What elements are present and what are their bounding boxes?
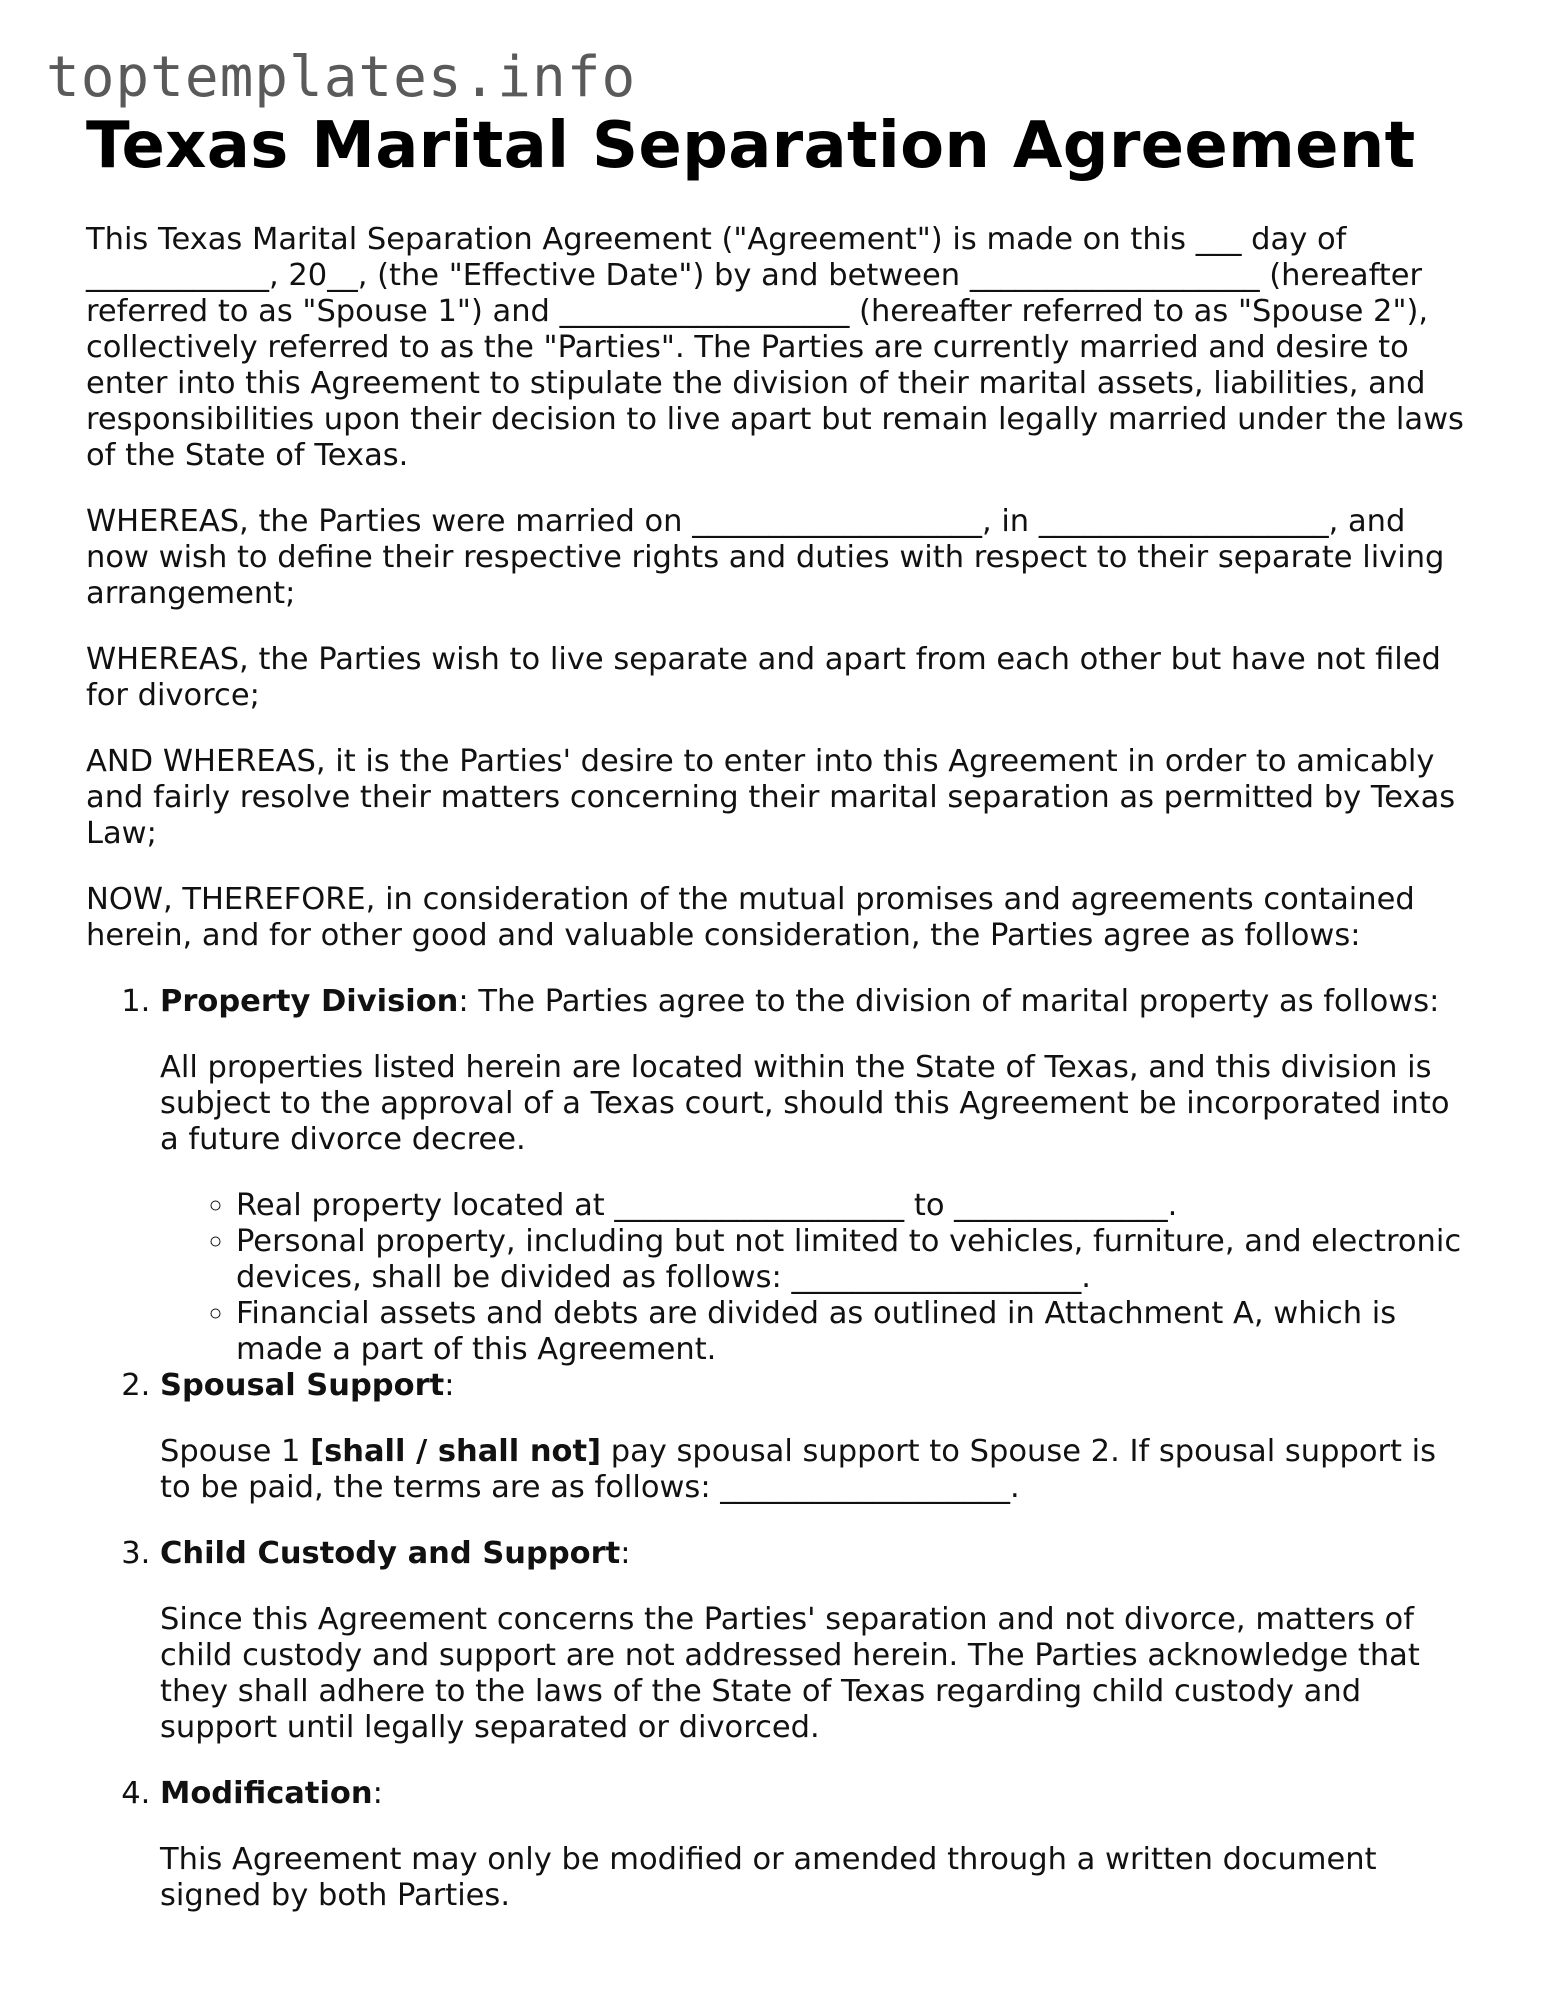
whereas-desire-paragraph: AND WHEREAS, it is the Parties' desire to enter into this Agreement in order to amicably and fairly resolve their matters concerning their marital separation as permitted by Texas Law; [86, 744, 1456, 851]
section-body-text: pay spousal support to Spouse 2. If spousal support is to be paid, the terms are as follows: ___________________. [160, 1434, 1437, 1505]
section-modification [160, 1776, 1466, 1914]
section-body-text: Spouse 1 [160, 1434, 311, 1469]
section-heading: Modification [160, 1776, 373, 1811]
section-heading: Spousal Support [160, 1368, 445, 1403]
section-property-division [160, 984, 1466, 1368]
section-body [160, 1434, 1466, 1506]
list-item: ◦ Financial assets and debts are divided as outlined in Attachment A, which is made a part of this Agreement. [236, 1296, 1466, 1368]
agreement-sections-list [86, 984, 1466, 1914]
list-item: ◦ Real property located at ___________________ to ______________. [236, 1188, 1466, 1224]
whereas-married-paragraph: WHEREAS, the Parties were married on ___________________, in ___________________, and now wish to define their respective rights and duties with respect to their separate living arrangement; [86, 504, 1445, 611]
section-lead: : [372, 1776, 383, 1811]
section-lead: : [444, 1368, 455, 1403]
section-body: This Agreement may only be modified or amended through a written document signed by both Parties. [160, 1842, 1377, 1913]
now-therefore-paragraph: NOW, THEREFORE, in consideration of the mutual promises and agreements contained herein, and for other good and valuable consideration, the Parties agree as follows: [86, 882, 1415, 953]
list-item: ◦ Personal property, including but not limited to vehicles, furniture, and electronic devices, shall be divided as follows: ___________________. [236, 1224, 1466, 1296]
whereas-separate-paragraph: WHEREAS, the Parties wish to live separate and apart from each other but have not filed for divorce; [86, 642, 1441, 713]
section-lead: : [620, 1536, 631, 1571]
watermark-text: toptemplates.info [46, 45, 637, 110]
shall-option-text: [shall / shall not] [310, 1434, 602, 1469]
section-body: Since this Agreement concerns the Parties' separation and not divorce, matters of child custody and support are not addressed herein. The Parties acknowledge that they shall adhere to the laws of the State of Texas regarding child custody and support until legally separated or divorced. [160, 1602, 1420, 1745]
intro-paragraph: This Texas Marital Separation Agreement ("Agreement") is made on this ___ day of ____________, 20__, (the "Effective Date") by and between ___________________ (hereafter referred to as "Spouse 1") and ___________________ (hereafter referred to as "Spouse 2"), collectively referred to as the "Parties". The Parties are currently married and desire to enter into this Agreement to stipulate the division of their marital assets, liabilities, and responsibilities upon their decision to live apart but remain legally married under the laws of the State of Texas. [86, 222, 1464, 473]
document-body [86, 222, 1466, 1914]
section-body: All properties listed herein are located within the State of Texas, and this division is subject to the approval of a Texas court, should this Agreement be incorporated into a future divorce decree. [160, 1050, 1450, 1157]
section-lead: : The Parties agree to the division of marital property as follows: [458, 984, 1440, 1019]
section-spousal-support [160, 1368, 1466, 1506]
section-child-custody [160, 1536, 1466, 1746]
document-title: Texas Marital Separation Agreement [86, 109, 1416, 183]
section-heading: Child Custody and Support [160, 1536, 621, 1571]
property-items-list [160, 1188, 1466, 1368]
section-heading: Property Division [160, 984, 459, 1019]
